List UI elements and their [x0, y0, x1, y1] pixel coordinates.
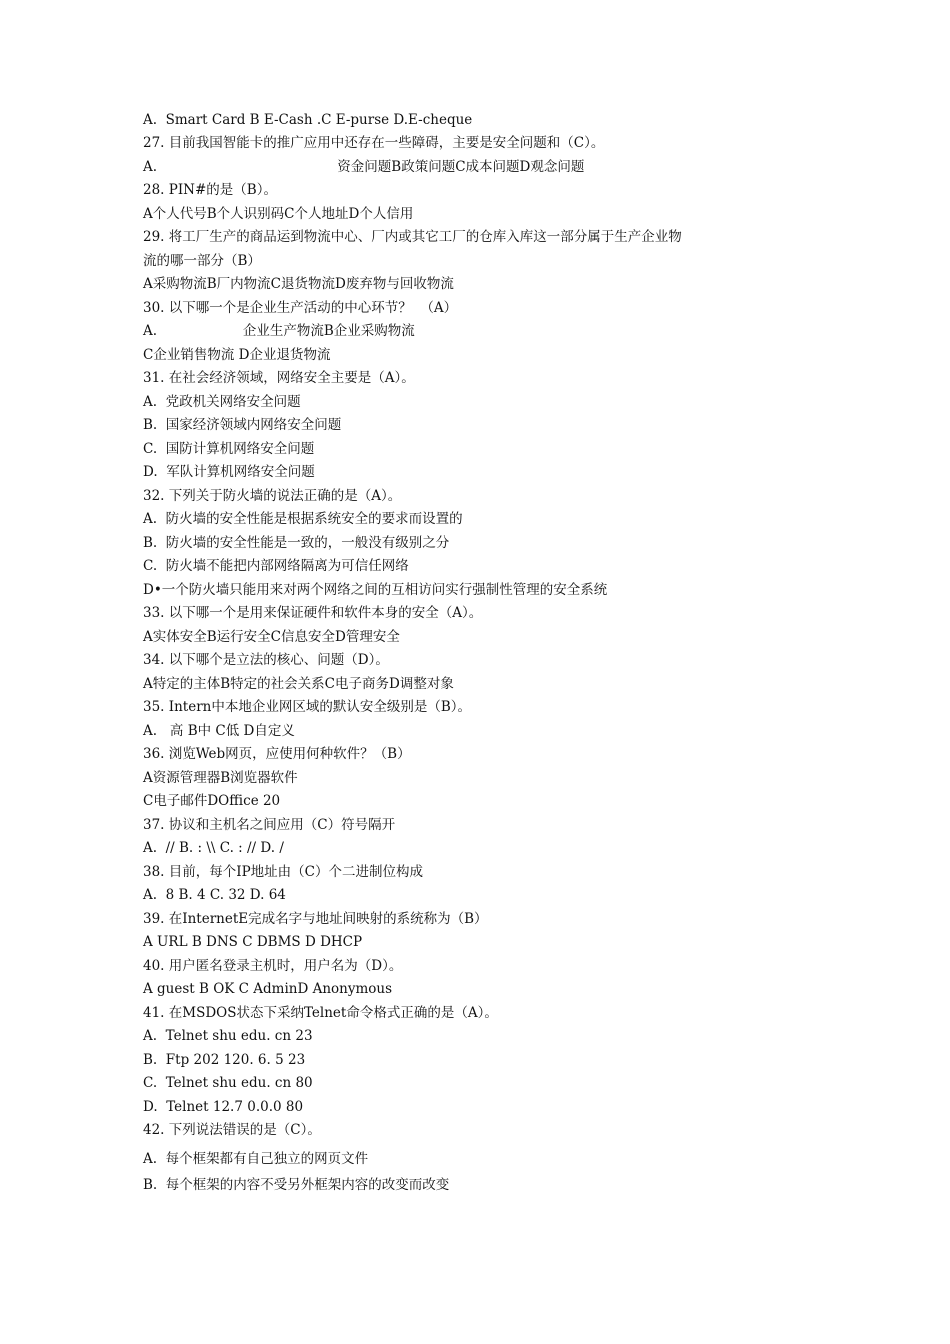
text-line: D•一个防火墙只能用来对两个网络之间的互相访问实行强制性管理的安全系统 [143, 582, 608, 598]
text-line: D. Telnet 12.7 0.0.0 80 [143, 1099, 304, 1115]
question-41: 41. 在MSDOS状态下采纳Telnet命令格式正确的是（A）。 [143, 1005, 498, 1021]
text-line: A. 8 B. 4 C. 32 D. 64 [143, 887, 286, 903]
text-line: A. 防火墙的安全性能是根据系统安全的要求而设置的 [143, 511, 463, 527]
text-line: B. 国家经济领域内网络安全问题 [143, 417, 342, 433]
text-line: D. 军队计算机网络安全问题 [143, 464, 315, 480]
text-line: A. Smart Card B E-Cash .C E-purse D.E-cheque [143, 112, 473, 128]
question-37: 37. 协议和主机名之间应用（C）符号隔开 [143, 817, 396, 833]
text-line: 流的哪一部分（B） [143, 253, 261, 269]
text-line: B. 防火墙的安全性能是一致的，一般没有级别之分 [143, 535, 450, 551]
question-40: 40. 用户匿名登录主机时，用户名为（D）。 [143, 958, 403, 974]
text-line: A. 资金问题B政策问题C成本问题D观念问题 [143, 159, 585, 175]
text-line: A. 企业生产物流B企业采购物流 [143, 323, 415, 339]
text-line: C电子邮件DOffice 20 [143, 793, 281, 809]
text-line: A URL B DNS C DBMS D DHCP [143, 934, 363, 950]
question-38: 38. 目前，每个IP地址由（C）个二进制位构成 [143, 864, 424, 880]
text-line: A资源管理器B浏览器软件 [143, 770, 298, 786]
text-line: A. 党政机关网络安全问题 [143, 394, 301, 410]
text-line: A实体安全B运行安全C信息安全D管理安全 [143, 629, 400, 645]
question-30: 30. 以下哪一个是企业生产活动的中心环节？ （A） [143, 300, 458, 316]
text-line: A. Telnet shu edu. cn 23 [143, 1028, 313, 1044]
question-28: 28. PIN#的是（B）。 [143, 182, 277, 198]
text-line: B. 每个框架的内容不受另外框架内容的改变而改变 [143, 1177, 450, 1193]
text-line: C. Telnet shu edu. cn 80 [143, 1075, 313, 1091]
text-line: A. 高 B中 C低 D自定义 [143, 723, 295, 739]
question-27: 27. 目前我国智能卡的推广应用中还存在一些障碍，主要是安全问题和（C）。 [143, 135, 605, 151]
text-line: B. Ftp 202 120. 6. 5 23 [143, 1052, 306, 1068]
question-36: 36. 浏览Web网页，应使用何种软件？（B） [143, 746, 411, 762]
question-33: 33. 以下哪一个是用来保证硬件和软件本身的安全（A）。 [143, 605, 483, 621]
text-line: C. 国防计算机网络安全问题 [143, 441, 315, 457]
question-39: 39. 在InternetE完成名字与地址间映射的系统称为（B） [143, 911, 488, 927]
text-line: A. // B. : \\ C. : // D. / [143, 840, 284, 856]
question-31: 31. 在社会经济领域，网络安全主要是（A）。 [143, 370, 415, 386]
text-line: A特定的主体B特定的社会关系C电子商务D调整对象 [143, 676, 454, 692]
question-42: 42. 下列说法错误的是（C）。 [143, 1122, 321, 1138]
text-line: A. 每个框架都有自己独立的网页文件 [143, 1151, 369, 1167]
question-35: 35. Intern中本地企业网区域的默认安全级别是（B）。 [143, 699, 472, 715]
question-34: 34. 以下哪个是立法的核心、问题（D）。 [143, 652, 389, 668]
text-line: C. 防火墙不能把内部网络隔离为可信任网络 [143, 558, 409, 574]
question-32: 32. 下列关于防火墙的说法正确的是（A）。 [143, 488, 402, 504]
text-line: A guest B OK C AdminD Anonymous [143, 981, 393, 997]
question-29: 29. 将工厂生产的商品运到物流中心、厂内或其它工厂的仓库入库这一部分属于生产企业物 [143, 229, 682, 245]
text-line: C企业销售物流 D企业退货物流 [143, 347, 331, 363]
text-line: A个人代号B个人识别码C个人地址D个人信用 [143, 206, 414, 222]
text-line: A采购物流B厂内物流C退货物流D废弃物与回收物流 [143, 276, 454, 292]
